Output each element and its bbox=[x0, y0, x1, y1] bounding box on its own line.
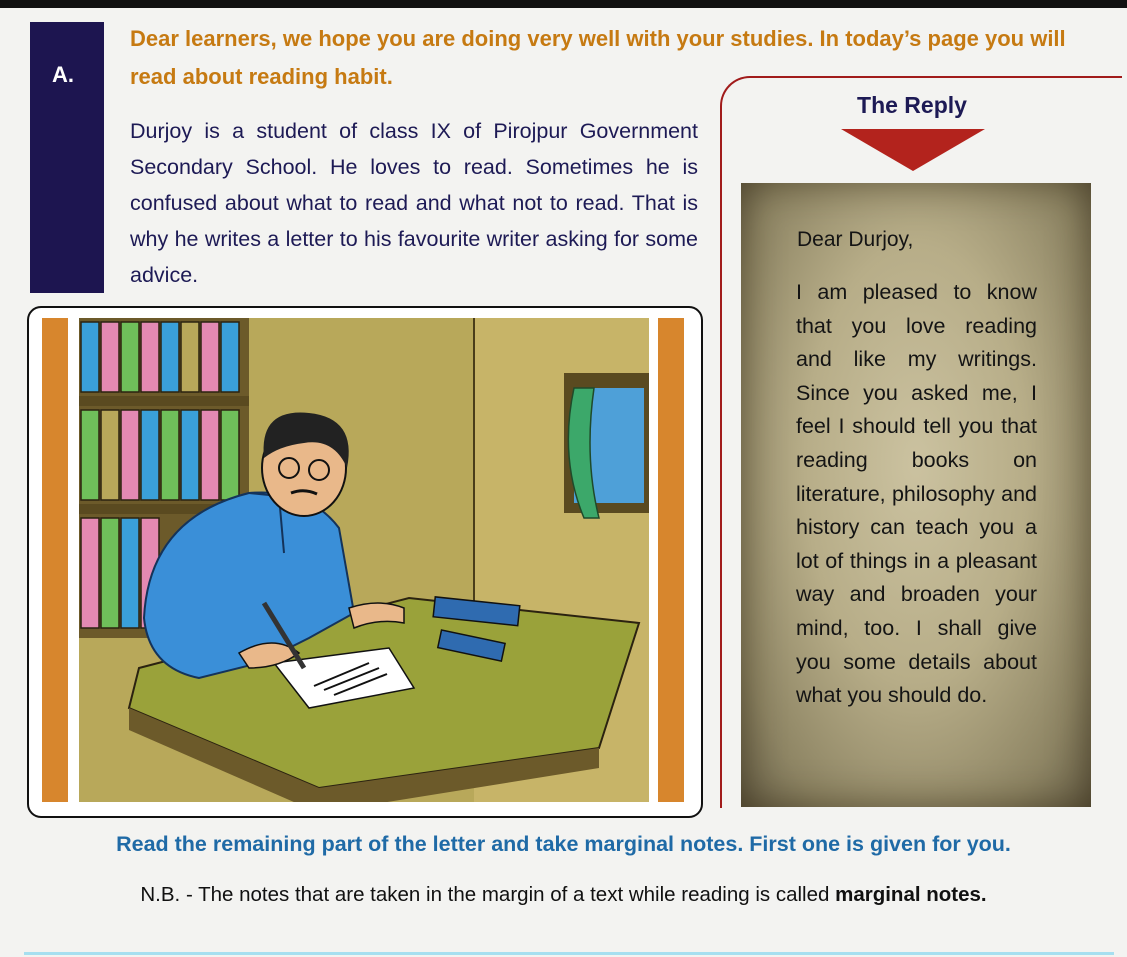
bottom-rule bbox=[24, 952, 1114, 955]
top-border bbox=[0, 0, 1127, 8]
reply-title: The Reply bbox=[857, 92, 967, 118]
illustration-boy-writing bbox=[79, 318, 649, 802]
letter-body: I am pleased to know that you love reading and like my writings. Since you asked me, I feel I should tell you that reading books on literature, philosophy and history can teach you a lot of things in a pleasant way and broaden your mind, too. I shall give you some details about what you should do. bbox=[796, 280, 1037, 708]
intro-heading: Dear learners, we hope you are doing very well with your studies. In today’s page you will read about reading habit. bbox=[130, 26, 1066, 89]
down-arrow-icon bbox=[841, 129, 985, 171]
frame-stripe-left bbox=[42, 318, 68, 802]
instruction-text: Read the remaining part of the letter and take marginal notes. First one is given for you. bbox=[116, 832, 1011, 856]
nb-text: N.B. - The notes that are taken in the margin of a text while reading is called bbox=[140, 883, 836, 906]
letter-greeting: Dear Durjoy, bbox=[797, 228, 914, 251]
section-letter: A. bbox=[52, 62, 74, 87]
frame-stripe-right bbox=[658, 318, 684, 802]
nb-note bbox=[0, 883, 1127, 907]
story-paragraph: Durjoy is a student of class IX of Pirojpur Government Secondary School. He loves to read. Sometimes he is confused about what to read and what not to read. That is why he writes a letter to his favourite writer asking for some advice. bbox=[130, 119, 698, 287]
section-label bbox=[30, 22, 104, 293]
nb-term: marginal notes. bbox=[835, 883, 987, 906]
window bbox=[564, 373, 649, 518]
